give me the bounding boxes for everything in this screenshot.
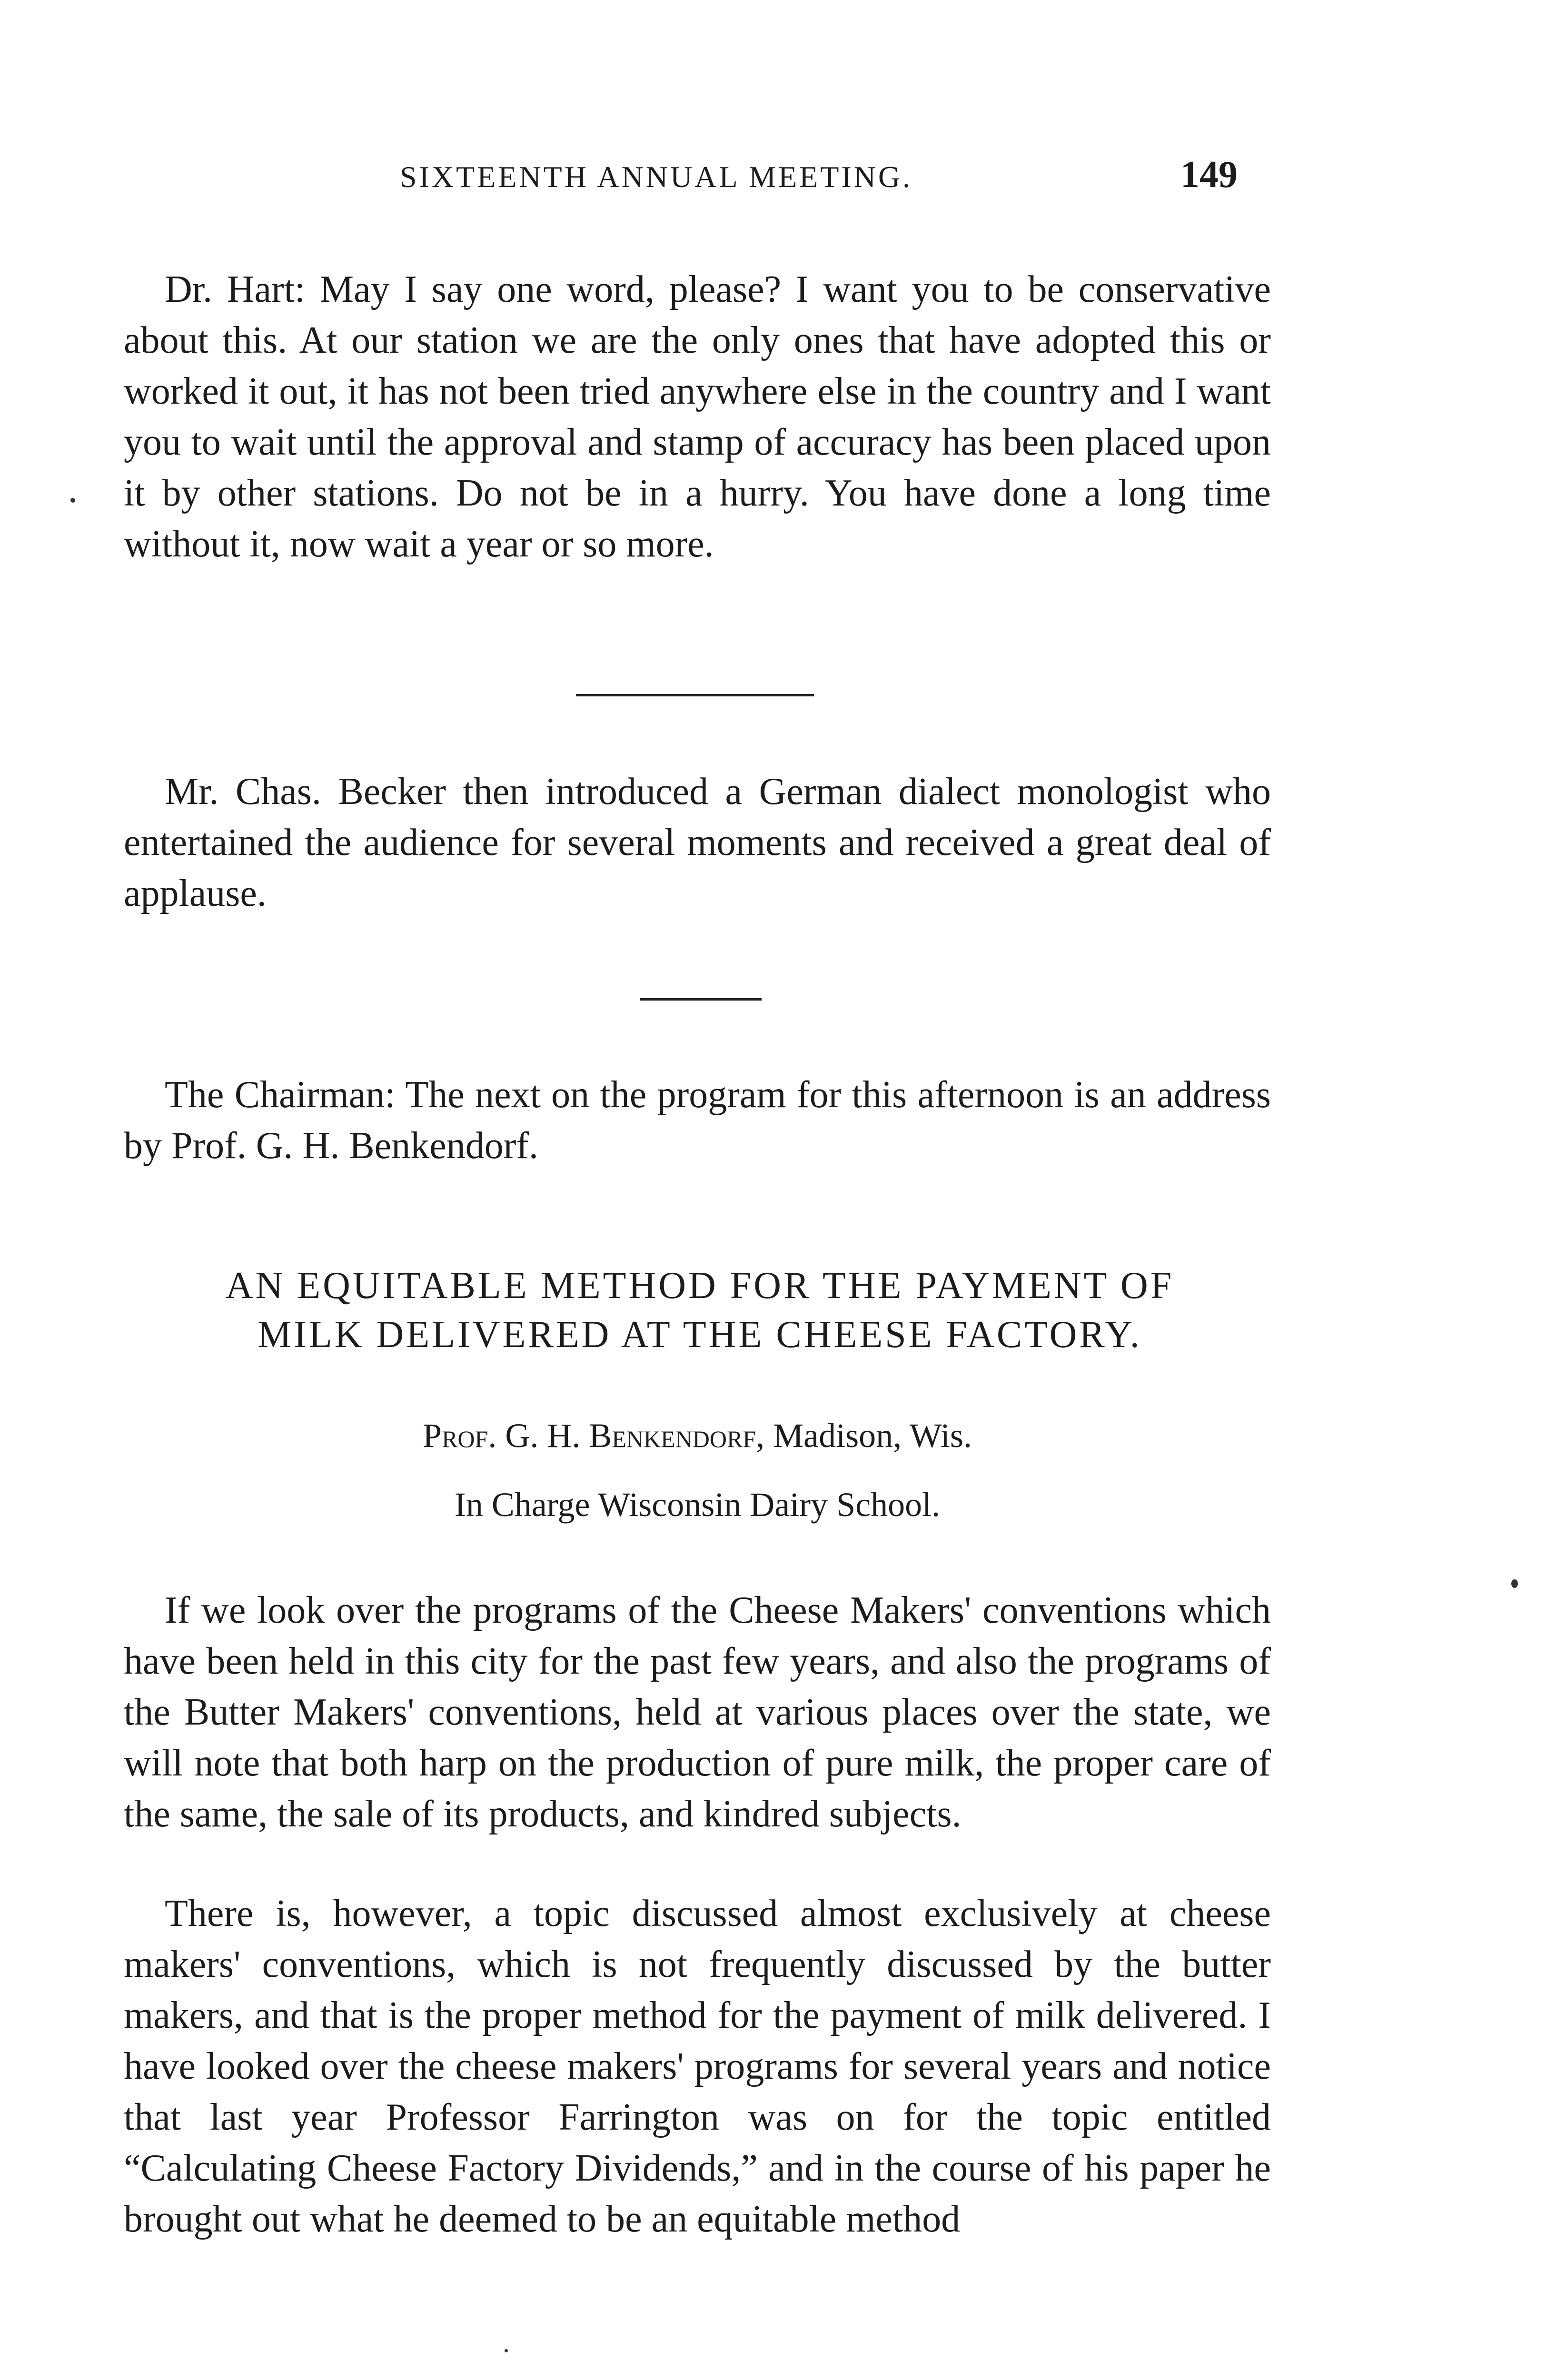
paragraph-body-1: If we look over the programs of the Cheese Makers' conventions which have been held in this city for the past few years, and also the programs of the Butter Makers' conventions, held at various places over the state, we will note that both harp on the production of pure milk, the proper care of the same, the sale of its products, and kindred subjects. (124, 1589, 1271, 1835)
paragraph-dr-hart: Dr. Hart: May I say one word, please? I want you to be conservative about this. At our station we are the only ones that have adopted this or worked it out, it has not been tried anywhere else in the country and I want you to wait until the approval and stamp of accuracy has been placed upon it by other stations. Do not be in a hurry. You have done a long time without it, now wait a year or so more. (124, 268, 1271, 565)
page-number: 149 (1180, 154, 1238, 196)
article-title-line-2: MILK DELIVERED AT THE CHEESE FACTORY. (258, 1314, 1142, 1356)
paragraph-becker: Mr. Chas. Becker then introduced a German dialect monologist who entertained the audience for several moments and received a great deal of applause. (124, 771, 1271, 914)
print-speck (505, 2349, 508, 2352)
print-speck (70, 498, 75, 503)
running-head: SIXTEENTH ANNUAL MEETING. (400, 160, 913, 194)
section-rule-short (640, 998, 762, 1001)
print-speck (1511, 1579, 1518, 1588)
paragraph-chairman: The Chairman: The next on the program for this afternoon is an address by Prof. G. H. Benkendorf. (124, 1074, 1271, 1167)
author-location: Madison, Wis. (773, 1417, 972, 1455)
article-title-line-1: AN EQUITABLE METHOD FOR THE PAYMENT OF (225, 1265, 1174, 1307)
author-name: Prof. G. H. Benkendorf, (423, 1417, 765, 1455)
section-rule (576, 694, 814, 696)
paragraph-body-2: There is, however, a topic discussed almost exclusively at cheese makers' conventions, which is not frequently discussed by the butter makers, and that is the proper method for the payment of milk delivered. I have looked over the cheese makers' programs for several years and notice that last year Professor Farrington was on for the topic entitled “Calculating Cheese Factory Dividends,” and in the course of his paper he brought out what he deemed to be an equitable method (124, 1893, 1271, 2240)
author-role: In Charge Wisconsin Dairy School. (454, 1486, 941, 1524)
author-byline (124, 1416, 1271, 1456)
article-title (105, 1261, 1295, 1359)
